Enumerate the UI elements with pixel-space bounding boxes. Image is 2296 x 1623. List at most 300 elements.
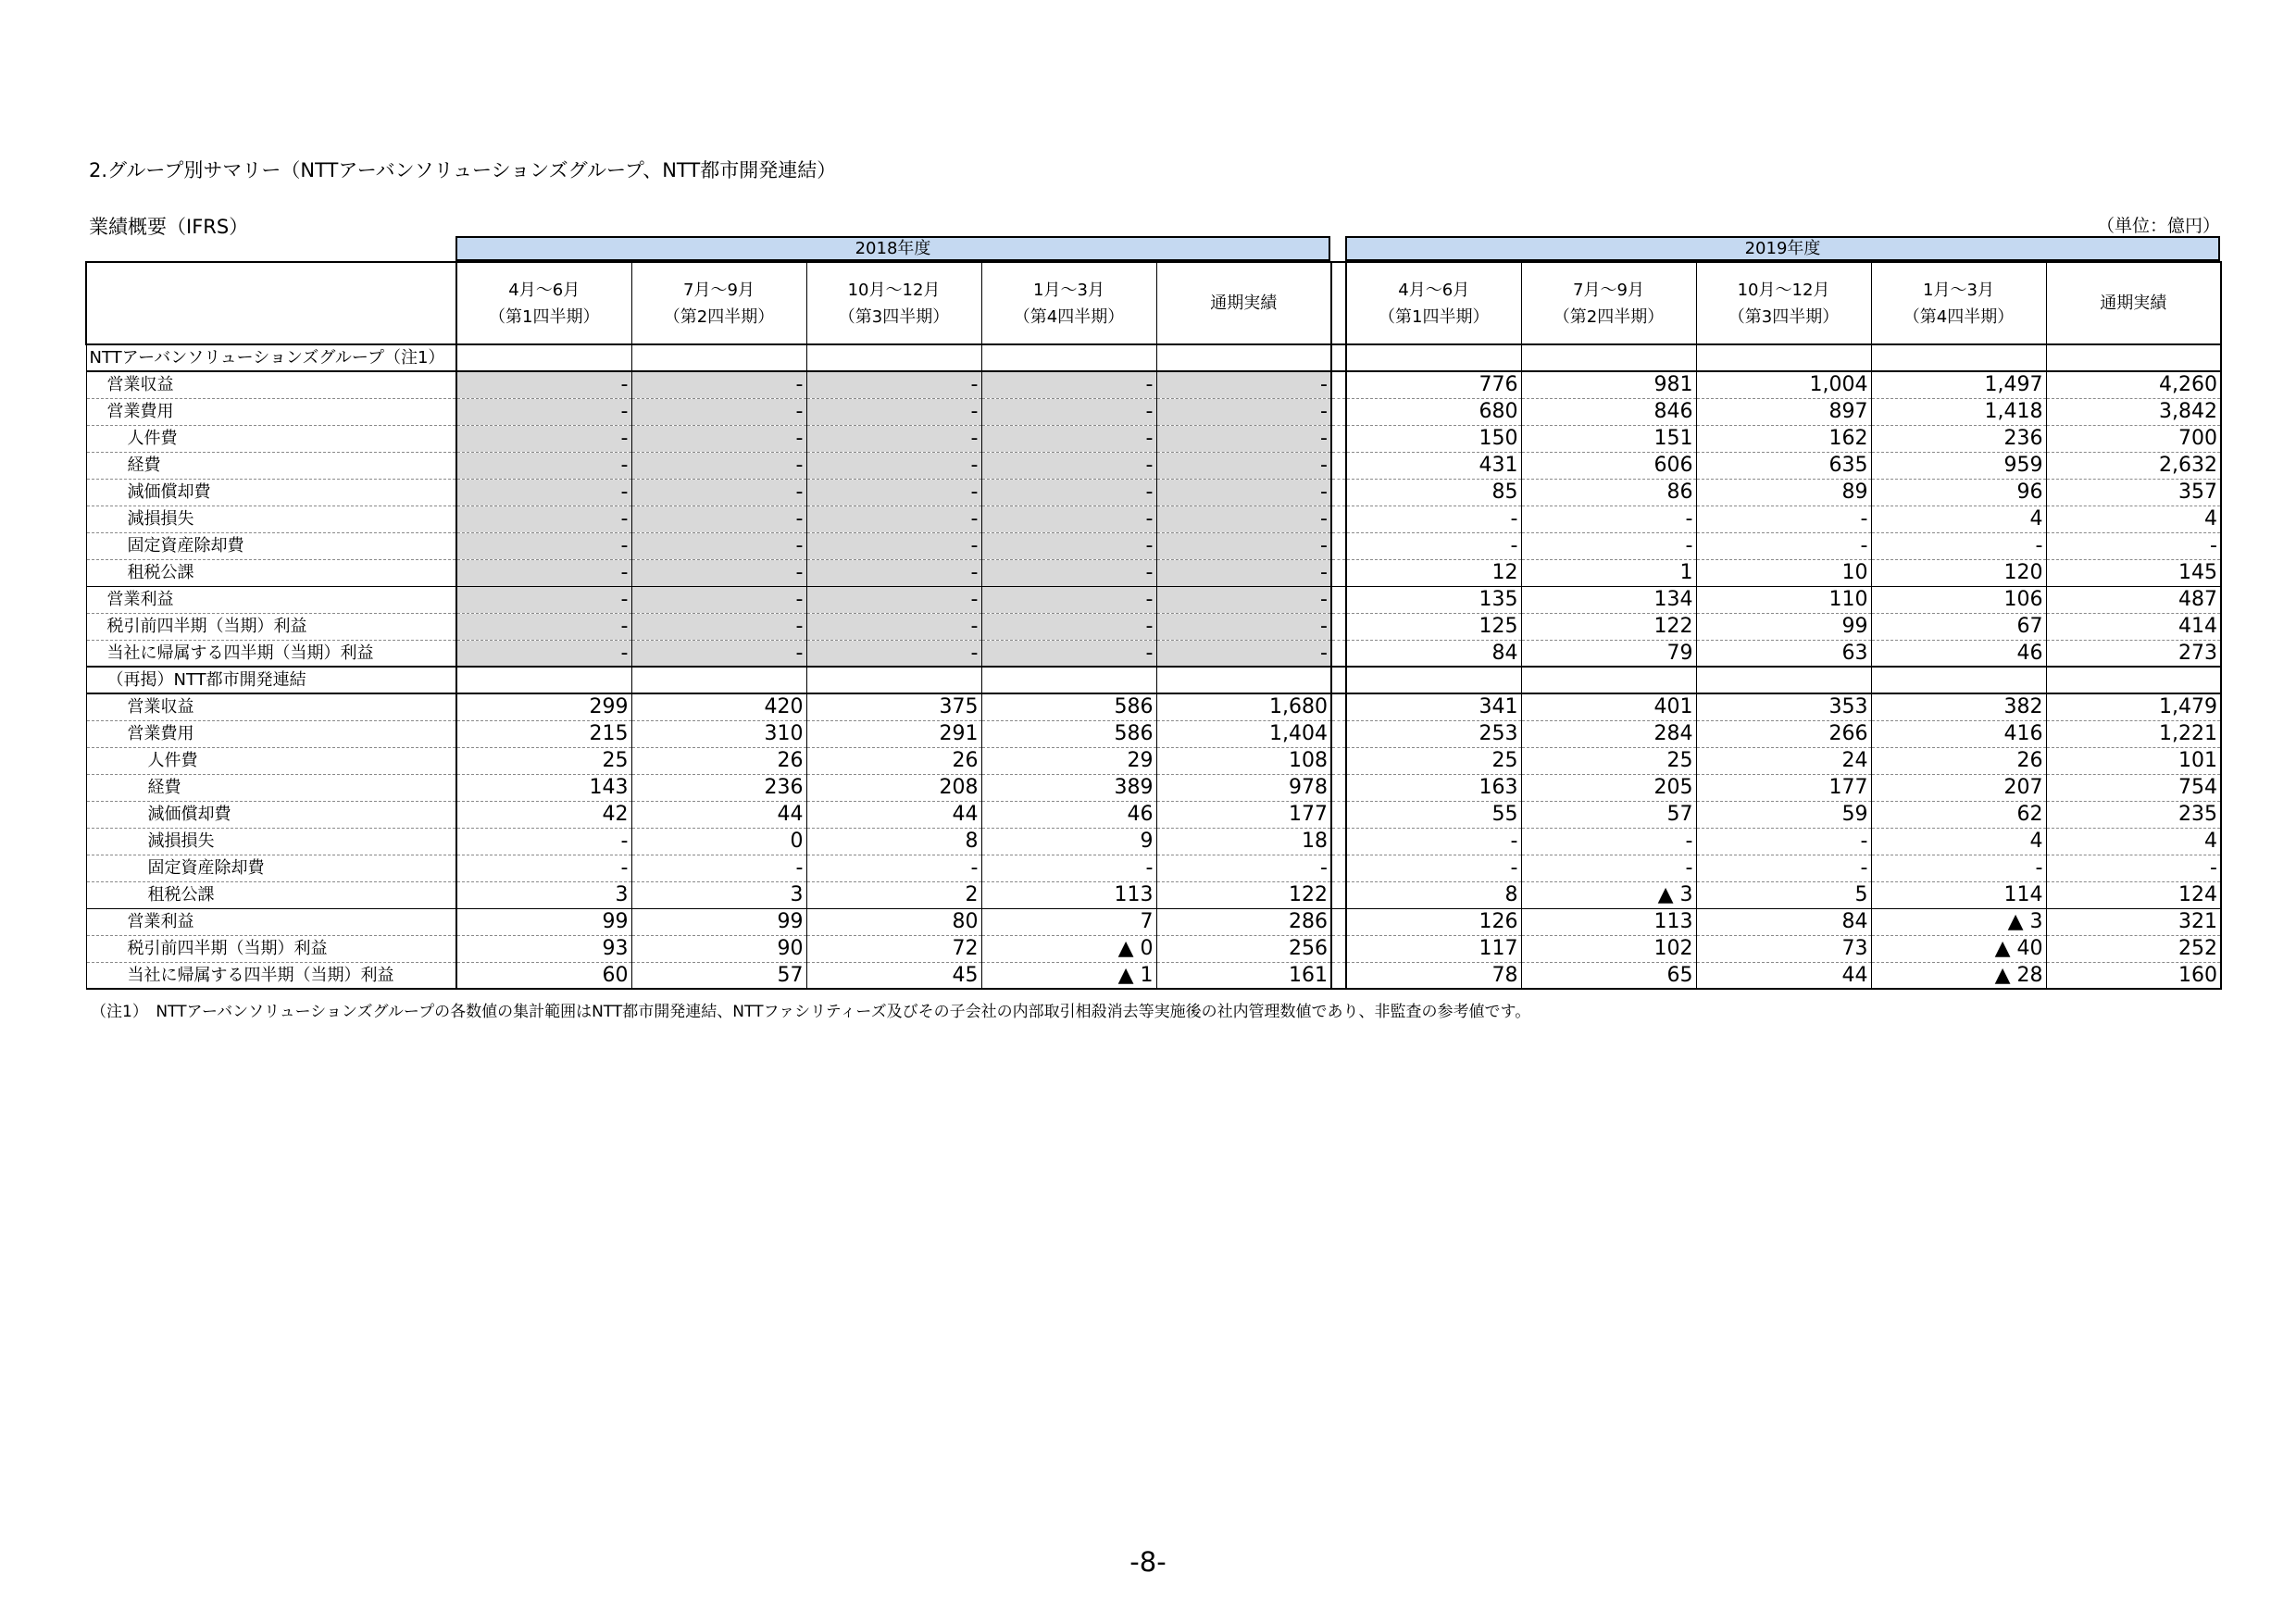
value-cell: 389 [981,774,1156,801]
value-cell: - [981,371,1156,398]
table-row [86,371,2221,398]
value-cell: - [1696,855,1871,881]
year-gap [1331,613,1346,640]
year-gap [1331,398,1346,425]
value-cell: 89 [1696,479,1871,506]
value-cell: - [981,640,1156,667]
value-cell: - [456,640,631,667]
value-cell: - [456,506,631,532]
year-gap [1331,693,1346,720]
value-cell: - [806,559,981,586]
row-label: 固定資産除却費 [86,532,456,559]
value-cell: - [631,452,806,479]
period-line1: 通期実績 [1210,293,1278,313]
value-cell: 46 [1871,640,2046,667]
value-cell: 431 [1346,452,1521,479]
value-cell: 10 [1696,559,1871,586]
table-row [86,586,2221,613]
value-cell: - [806,479,981,506]
value-cell: 353 [1696,693,1871,720]
value-cell: - [1521,828,1696,855]
year-gap [1331,801,1346,828]
value-cell: - [1156,452,1331,479]
group2-title-blank [1696,667,1871,693]
value-cell: 85 [1346,479,1521,506]
value-cell: - [631,371,806,398]
value-cell: - [981,532,1156,559]
period-header-y2018-2 [806,262,981,344]
value-cell: 375 [806,693,981,720]
group2-title-blank [1346,667,1521,693]
value-cell: 680 [1346,398,1521,425]
year-gap [1331,935,1346,962]
value-cell: - [1156,506,1331,532]
value-cell: 113 [1521,908,1696,935]
value-cell: 86 [1521,479,1696,506]
value-cell: - [631,586,806,613]
year-gap [1331,479,1346,506]
table-subtitle: 業績概要（IFRS） [89,216,249,238]
value-cell: - [981,855,1156,881]
value-cell: - [1156,855,1331,881]
value-cell: 207 [1871,774,2046,801]
value-cell: 84 [1346,640,1521,667]
value-cell: - [631,506,806,532]
value-cell: - [806,452,981,479]
value-cell: 205 [1521,774,1696,801]
value-cell: 72 [806,935,981,962]
value-cell: 4 [1871,506,2046,532]
value-cell: 65 [1521,962,1696,989]
value-cell: 63 [1696,640,1871,667]
value-cell: 24 [1696,747,1871,774]
value-cell: 1,004 [1696,371,1871,398]
table-row [86,774,2221,801]
year-header-2019: 2019年度 [1345,236,2220,261]
value-cell: - [1871,855,2046,881]
value-cell: 606 [1521,452,1696,479]
value-cell: 5 [1696,881,1871,908]
page-number: -8- [1129,1546,1167,1578]
value-cell: - [806,398,981,425]
value-cell: 151 [1521,425,1696,452]
table-row [86,747,2221,774]
year-gap [1331,908,1346,935]
period-line1: 7月～9月 [1573,280,1644,300]
table-row [86,452,2221,479]
value-cell: - [981,479,1156,506]
value-cell: ▲ 0 [981,935,1156,962]
period-header-y2019-3 [1871,262,2046,344]
row-label: 減損損失 [86,506,456,532]
table-row [86,720,2221,747]
value-cell: 99 [631,908,806,935]
value-cell: 1,418 [1871,398,2046,425]
period-line2: （第1四半期） [489,306,600,327]
period-line1: 1月～3月 [1923,280,1994,300]
value-cell: 978 [1156,774,1331,801]
value-cell: 487 [2046,586,2221,613]
period-header-y2018-1 [631,262,806,344]
value-cell: - [631,425,806,452]
year-gap [1331,532,1346,559]
value-cell: 160 [2046,962,2221,989]
value-cell: - [456,532,631,559]
value-cell: 4 [2046,506,2221,532]
value-cell: 125 [1346,613,1521,640]
row-label: 税引前四半期（当期）利益 [86,935,456,962]
value-cell: - [456,855,631,881]
value-cell: ▲ 40 [1871,935,2046,962]
value-cell: - [456,613,631,640]
value-cell: 341 [1346,693,1521,720]
value-cell: 26 [1871,747,2046,774]
table-row [86,613,2221,640]
row-label: 営業利益 [86,908,456,935]
table-row [86,828,2221,855]
value-cell: 177 [1156,801,1331,828]
value-cell: 99 [1696,613,1871,640]
year-gap [1331,586,1346,613]
group2-title-blank [631,667,806,693]
value-cell: 45 [806,962,981,989]
group2-title-blank [1871,667,2046,693]
group1-title-blank [456,344,631,371]
period-line1: 通期実績 [2100,293,2167,313]
value-cell: 42 [456,801,631,828]
row-label: 営業費用 [86,720,456,747]
value-cell: 143 [456,774,631,801]
value-cell: - [1346,828,1521,855]
value-cell: 236 [631,774,806,801]
value-cell: - [806,586,981,613]
value-cell: 959 [1871,452,2046,479]
value-cell: - [631,532,806,559]
row-label: 営業利益 [86,586,456,613]
year-gap [1331,262,1346,344]
value-cell: 18 [1156,828,1331,855]
value-cell: 8 [806,828,981,855]
table-row [86,425,2221,452]
row-label: 営業費用 [86,398,456,425]
value-cell: - [981,559,1156,586]
value-cell: 253 [1346,720,1521,747]
table-row [86,532,2221,559]
value-cell: 44 [631,801,806,828]
row-label: 当社に帰属する四半期（当期）利益 [86,962,456,989]
group2-title-blank [1521,667,1696,693]
year-gap [1331,452,1346,479]
table-row [86,398,2221,425]
year-gap [1331,720,1346,747]
group1-title-blank [1156,344,1331,371]
period-line2: （第2四半期） [1553,306,1665,327]
value-cell: - [1156,613,1331,640]
value-cell: - [456,425,631,452]
row-label: 営業収益 [86,371,456,398]
value-cell: - [631,855,806,881]
value-cell: 846 [1521,398,1696,425]
footnote: （注1） NTTアーバンソリューションズグループの各数値の集計範囲はNTT都市開発連結、NTTファシリティーズ及びその子会社の内部取引相殺消去等実施後の社内管理数値であり、非監査の参考値です。 [91,1003,1531,1021]
row-label: 減損損失 [86,828,456,855]
value-cell: 84 [1696,908,1871,935]
year-gap [1331,371,1346,398]
value-cell: - [1696,506,1871,532]
group1-title-blank [631,344,806,371]
value-cell: - [631,613,806,640]
value-cell: 117 [1346,935,1521,962]
group2-title-blank [981,667,1156,693]
row-label: 税引前四半期（当期）利益 [86,613,456,640]
value-cell: 284 [1521,720,1696,747]
period-header-y2019-4 [2046,262,2221,344]
page-heading: 2.グループ別サマリー（NTTアーバンソリューションズグループ、NTT都市開発連結） [89,159,837,181]
value-cell: 126 [1346,908,1521,935]
value-cell: - [631,559,806,586]
period-line2: （第2四半期） [663,306,775,327]
value-cell: 776 [1346,371,1521,398]
value-cell: 235 [2046,801,2221,828]
value-cell: - [1156,479,1331,506]
period-line2: （第4四半期） [1903,306,2015,327]
value-cell: 1 [1521,559,1696,586]
value-cell: 1,497 [1871,371,2046,398]
group1-title-blank [1521,344,1696,371]
value-cell: 3 [631,881,806,908]
value-cell: 9 [981,828,1156,855]
value-cell: - [631,398,806,425]
year-header-2018: 2018年度 [455,236,1330,261]
value-cell: - [981,586,1156,613]
value-cell: 59 [1696,801,1871,828]
value-cell: - [1521,506,1696,532]
group2-title-row [86,667,2221,693]
value-cell: 586 [981,693,1156,720]
table-row [86,855,2221,881]
value-cell: ▲ 3 [1871,908,2046,935]
group1-title-blank [806,344,981,371]
value-cell: 96 [1871,479,2046,506]
value-cell: 266 [1696,720,1871,747]
value-cell: 79 [1521,640,1696,667]
value-cell: 80 [806,908,981,935]
value-cell: 586 [981,720,1156,747]
table-row [86,881,2221,908]
period-header-y2018-4 [1156,262,1331,344]
year-gap [1331,774,1346,801]
period-line1: 1月～3月 [1033,280,1104,300]
period-header-row [86,262,2221,344]
value-cell: 26 [631,747,806,774]
value-cell: 90 [631,935,806,962]
value-cell: - [1521,855,1696,881]
value-cell: 163 [1346,774,1521,801]
value-cell: 62 [1871,801,2046,828]
value-cell: - [1871,532,2046,559]
value-cell: ▲ 1 [981,962,1156,989]
table-row [86,962,2221,989]
year-gap [1331,506,1346,532]
value-cell: 7 [981,908,1156,935]
value-cell: - [2046,855,2221,881]
period-line2: （第4四半期） [1013,306,1125,327]
value-cell: 286 [1156,908,1331,935]
value-cell: 44 [806,801,981,828]
value-cell: 215 [456,720,631,747]
value-cell: - [1156,371,1331,398]
value-cell: - [806,855,981,881]
year-gap [1331,425,1346,452]
value-cell: 25 [1521,747,1696,774]
row-label: 租税公課 [86,559,456,586]
row-label: 営業収益 [86,693,456,720]
row-label: 経費 [86,452,456,479]
table-row [86,479,2221,506]
results-table [85,261,2222,990]
value-cell: 122 [1521,613,1696,640]
value-cell: 114 [1871,881,2046,908]
period-line1: 7月～9月 [683,280,755,300]
group1-title-blank [1696,344,1871,371]
table-row [86,559,2221,586]
value-cell: 981 [1521,371,1696,398]
value-cell: - [981,398,1156,425]
row-label: 租税公課 [86,881,456,908]
group2-title-blank [456,667,631,693]
value-cell: 108 [1156,747,1331,774]
value-cell: 236 [1871,425,2046,452]
value-cell: - [456,452,631,479]
period-line1: 10月～12月 [1737,280,1830,300]
year-gap [1331,962,1346,989]
value-cell: 299 [456,693,631,720]
value-cell: - [456,559,631,586]
value-cell: 4 [2046,828,2221,855]
group1-title-blank [1871,344,2046,371]
value-cell: 2,632 [2046,452,2221,479]
value-cell: - [1696,532,1871,559]
value-cell: 416 [1871,720,2046,747]
group2-title-blank [2046,667,2221,693]
value-cell: 113 [981,881,1156,908]
table-row [86,693,2221,720]
table-row [86,506,2221,532]
period-line2: （第1四半期） [1379,306,1490,327]
value-cell: 55 [1346,801,1521,828]
value-cell: 177 [1696,774,1871,801]
year-gap [1331,855,1346,881]
value-cell: - [1156,425,1331,452]
value-cell: - [1156,640,1331,667]
value-cell: - [806,506,981,532]
value-cell: 8 [1346,881,1521,908]
value-cell: - [1521,532,1696,559]
group2-title-blank [806,667,981,693]
period-line1: 4月～6月 [1398,280,1470,300]
year-gap [1331,640,1346,667]
value-cell: 1,404 [1156,720,1331,747]
value-cell: - [806,532,981,559]
row-label: 当社に帰属する四半期（当期）利益 [86,640,456,667]
year-gap [1331,747,1346,774]
value-cell: 291 [806,720,981,747]
value-cell: - [981,452,1156,479]
value-cell: - [456,828,631,855]
value-cell: 25 [1346,747,1521,774]
header-label-cell [86,262,456,344]
row-label: 人件費 [86,747,456,774]
value-cell: 310 [631,720,806,747]
value-cell: 161 [1156,962,1331,989]
unit-label: （単位：億円） [2096,216,2220,236]
value-cell: ▲ 3 [1521,881,1696,908]
value-cell: 60 [456,962,631,989]
value-cell: 93 [456,935,631,962]
period-line1: 10月～12月 [847,280,941,300]
value-cell: 101 [2046,747,2221,774]
value-cell: 252 [2046,935,2221,962]
value-cell: 1,221 [2046,720,2221,747]
value-cell: 29 [981,747,1156,774]
value-cell: - [981,613,1156,640]
value-cell: 25 [456,747,631,774]
table-row [86,935,2221,962]
value-cell: - [631,640,806,667]
value-cell: - [1156,398,1331,425]
group1-title-blank [2046,344,2221,371]
value-cell: 26 [806,747,981,774]
value-cell: 700 [2046,425,2221,452]
table-row [86,640,2221,667]
period-header-y2018-0 [456,262,631,344]
value-cell: 382 [1871,693,2046,720]
value-cell: 46 [981,801,1156,828]
row-label: 人件費 [86,425,456,452]
period-header-y2019-1 [1521,262,1696,344]
value-cell: - [456,371,631,398]
value-cell: 754 [2046,774,2221,801]
value-cell: - [806,640,981,667]
period-line2: （第3四半期） [1728,306,1840,327]
table-row [86,801,2221,828]
value-cell: - [456,479,631,506]
year-gap [1331,559,1346,586]
value-cell: 122 [1156,881,1331,908]
value-cell: - [806,613,981,640]
value-cell: 102 [1521,935,1696,962]
value-cell: - [1696,828,1871,855]
value-cell: - [806,425,981,452]
row-label: 減価償却費 [86,801,456,828]
value-cell: - [981,425,1156,452]
value-cell: 110 [1696,586,1871,613]
value-cell: - [456,586,631,613]
value-cell: ▲ 28 [1871,962,2046,989]
row-label: 減価償却費 [86,479,456,506]
value-cell: 420 [631,693,806,720]
value-cell: 12 [1346,559,1521,586]
value-cell: 635 [1696,452,1871,479]
value-cell: 897 [1696,398,1871,425]
group1-title: NTTアーバンソリューションズグループ（注1） [86,344,456,371]
period-header-y2019-2 [1696,262,1871,344]
value-cell: 0 [631,828,806,855]
value-cell: 44 [1696,962,1871,989]
value-cell: 99 [456,908,631,935]
value-cell: 134 [1521,586,1696,613]
value-cell: 4,260 [2046,371,2221,398]
year-gap [1331,344,1346,371]
